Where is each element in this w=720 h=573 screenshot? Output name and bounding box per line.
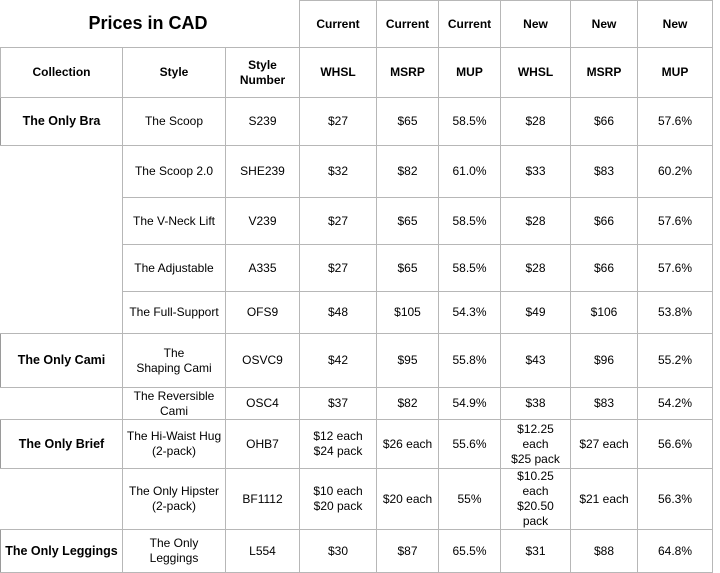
collection-cell: The Only Cami — [1, 334, 123, 388]
current-mup-cell: 58.5% — [439, 98, 501, 146]
style-cell: The V-Neck Lift — [123, 198, 226, 245]
header-style: Style — [123, 48, 226, 98]
new-mup-cell: 54.2% — [638, 388, 713, 420]
table-row — [1, 198, 713, 245]
price-line: $20.50 pack — [517, 499, 554, 528]
style-cell: The Scoop — [123, 98, 226, 146]
current-mup-cell: 58.5% — [439, 245, 501, 292]
style-line: The Reversible — [133, 388, 215, 403]
current-whsl-cell: $48 — [300, 292, 377, 334]
price-line: $12 each — [313, 429, 363, 443]
header-current-mup: MUP — [439, 48, 501, 98]
collection-cell-empty — [1, 198, 123, 245]
style-cell: The Full-Support — [123, 292, 226, 334]
current-whsl-cell: $32 — [300, 146, 377, 198]
new-msrp-cell: $106 — [571, 292, 638, 334]
current-msrp-cell: $20 each — [377, 469, 439, 530]
current-whsl-cell — [300, 469, 377, 530]
table-row — [1, 334, 713, 388]
new-mup-cell: 64.8% — [638, 530, 713, 573]
style-number-cell: OFS9 — [226, 292, 300, 334]
current-mup-cell: 61.0% — [439, 146, 501, 198]
header-new-mup: MUP — [638, 48, 713, 98]
current-mup-cell: 55.8% — [439, 334, 501, 388]
current-mup-cell: 54.9% — [439, 388, 501, 420]
new-msrp-cell: $96 — [571, 334, 638, 388]
current-whsl-cell: $27 — [300, 198, 377, 245]
header-collection: Collection — [1, 48, 123, 98]
new-whsl-cell: $33 — [501, 146, 571, 198]
collection-cell-empty — [1, 469, 123, 530]
current-whsl-cell: $37 — [300, 388, 377, 420]
column-header-row — [1, 48, 713, 98]
price-line: $20 pack — [313, 499, 363, 513]
price-line: $10 each — [313, 484, 363, 498]
page-title: Prices in CAD — [88, 13, 208, 34]
current-mup-cell: 55.6% — [439, 420, 501, 469]
current-msrp-cell: $65 — [377, 245, 439, 292]
collection-cell-empty — [1, 146, 123, 198]
collection-cell-empty — [1, 388, 123, 420]
style-number-cell: A335 — [226, 245, 300, 292]
style-cell — [123, 469, 226, 530]
new-whsl-cell: $38 — [501, 388, 571, 420]
style-number-cell: OSVC9 — [226, 334, 300, 388]
style-cell — [123, 420, 226, 469]
collection-cell: The Only Leggings — [1, 530, 123, 573]
new-msrp-cell: $66 — [571, 198, 638, 245]
current-whsl-cell: $42 — [300, 334, 377, 388]
header-current-mup-group: Current — [439, 1, 501, 48]
table-row — [1, 530, 713, 573]
new-mup-cell: 57.6% — [638, 98, 713, 146]
style-number-cell: BF1112 — [226, 469, 300, 530]
header-new-whsl: WHSL — [501, 48, 571, 98]
table-row — [1, 388, 713, 420]
current-mup-cell: 54.3% — [439, 292, 501, 334]
new-mup-cell: 56.6% — [638, 420, 713, 469]
new-msrp-cell: $27 each — [571, 420, 638, 469]
table-row — [1, 420, 713, 469]
new-whsl-cell: $28 — [501, 198, 571, 245]
collection-cell: The Only Bra — [1, 98, 123, 146]
collection-cell: The Only Brief — [1, 420, 123, 469]
style-number-cell: S239 — [226, 98, 300, 146]
new-mup-cell: 60.2% — [638, 146, 713, 198]
current-msrp-cell: $87 — [377, 530, 439, 573]
style-number-cell: OHB7 — [226, 420, 300, 469]
style-cell: The Scoop 2.0 — [123, 146, 226, 198]
new-whsl-cell — [501, 469, 571, 530]
new-whsl-cell: $28 — [501, 98, 571, 146]
price-line: $24 pack — [313, 444, 363, 458]
current-msrp-cell: $105 — [377, 292, 439, 334]
price-line: $10.25 each — [517, 469, 554, 498]
style-number-cell: V239 — [226, 198, 300, 245]
price-line: $25 pack — [511, 451, 560, 466]
table-row — [1, 292, 713, 334]
header-style-number-line1: Style — [248, 57, 277, 72]
header-style-number-line2: Number — [239, 72, 286, 87]
new-msrp-cell: $66 — [571, 98, 638, 146]
current-mup-cell: 55% — [439, 469, 501, 530]
title-row — [1, 1, 713, 48]
table-row — [1, 146, 713, 198]
new-whsl-cell: $43 — [501, 334, 571, 388]
new-mup-cell: 53.8% — [638, 292, 713, 334]
table-row — [1, 245, 713, 292]
new-whsl-cell: $28 — [501, 245, 571, 292]
current-whsl-cell: $27 — [300, 245, 377, 292]
header-new-whsl-group: New — [501, 1, 571, 48]
style-line: Cami — [159, 403, 188, 418]
header-current-msrp-group: Current — [377, 1, 439, 48]
new-whsl-cell — [501, 420, 571, 469]
current-mup-cell: 65.5% — [439, 530, 501, 573]
header-current-msrp: MSRP — [377, 48, 439, 98]
new-msrp-cell: $88 — [571, 530, 638, 573]
current-whsl-cell: $30 — [300, 530, 377, 573]
style-line: (2-pack) — [151, 444, 196, 458]
style-cell — [123, 388, 226, 420]
current-msrp-cell: $82 — [377, 146, 439, 198]
new-msrp-cell: $66 — [571, 245, 638, 292]
style-line: The — [163, 345, 185, 360]
style-cell: The Only Leggings — [123, 530, 226, 573]
style-number-cell: SHE239 — [226, 146, 300, 198]
header-new-msrp: MSRP — [571, 48, 638, 98]
style-line: Shaping Cami — [136, 360, 212, 375]
header-current-whsl: WHSL — [300, 48, 377, 98]
style-line: (2-pack) — [151, 499, 196, 513]
current-msrp-cell: $82 — [377, 388, 439, 420]
style-line: The Only Hipster — [128, 484, 220, 498]
table-row — [1, 98, 713, 146]
style-number-cell: OSC4 — [226, 388, 300, 420]
collection-cell-empty — [1, 292, 123, 334]
header-style-number — [226, 48, 300, 98]
header-new-mup-group: New — [638, 1, 713, 48]
style-number-cell: L554 — [226, 530, 300, 573]
new-mup-cell: 55.2% — [638, 334, 713, 388]
new-mup-cell: 57.6% — [638, 245, 713, 292]
new-msrp-cell: $83 — [571, 146, 638, 198]
collection-cell-empty — [1, 245, 123, 292]
style-cell — [123, 334, 226, 388]
current-msrp-cell: $26 each — [377, 420, 439, 469]
current-whsl-cell — [300, 420, 377, 469]
new-whsl-cell: $49 — [501, 292, 571, 334]
new-whsl-cell: $31 — [501, 530, 571, 573]
new-msrp-cell: $21 each — [571, 469, 638, 530]
style-cell: The Adjustable — [123, 245, 226, 292]
header-new-msrp-group: New — [571, 1, 638, 48]
new-mup-cell: 56.3% — [638, 469, 713, 530]
new-msrp-cell: $83 — [571, 388, 638, 420]
current-mup-cell: 58.5% — [439, 198, 501, 245]
current-msrp-cell: $95 — [377, 334, 439, 388]
current-msrp-cell: $65 — [377, 198, 439, 245]
new-mup-cell: 57.6% — [638, 198, 713, 245]
price-line: $12.25 each — [517, 421, 554, 451]
style-line: The Hi-Waist Hug — [126, 429, 222, 443]
current-whsl-cell: $27 — [300, 98, 377, 146]
table-row — [1, 469, 713, 530]
header-current-whsl-group: Current — [300, 1, 377, 48]
current-msrp-cell: $65 — [377, 98, 439, 146]
